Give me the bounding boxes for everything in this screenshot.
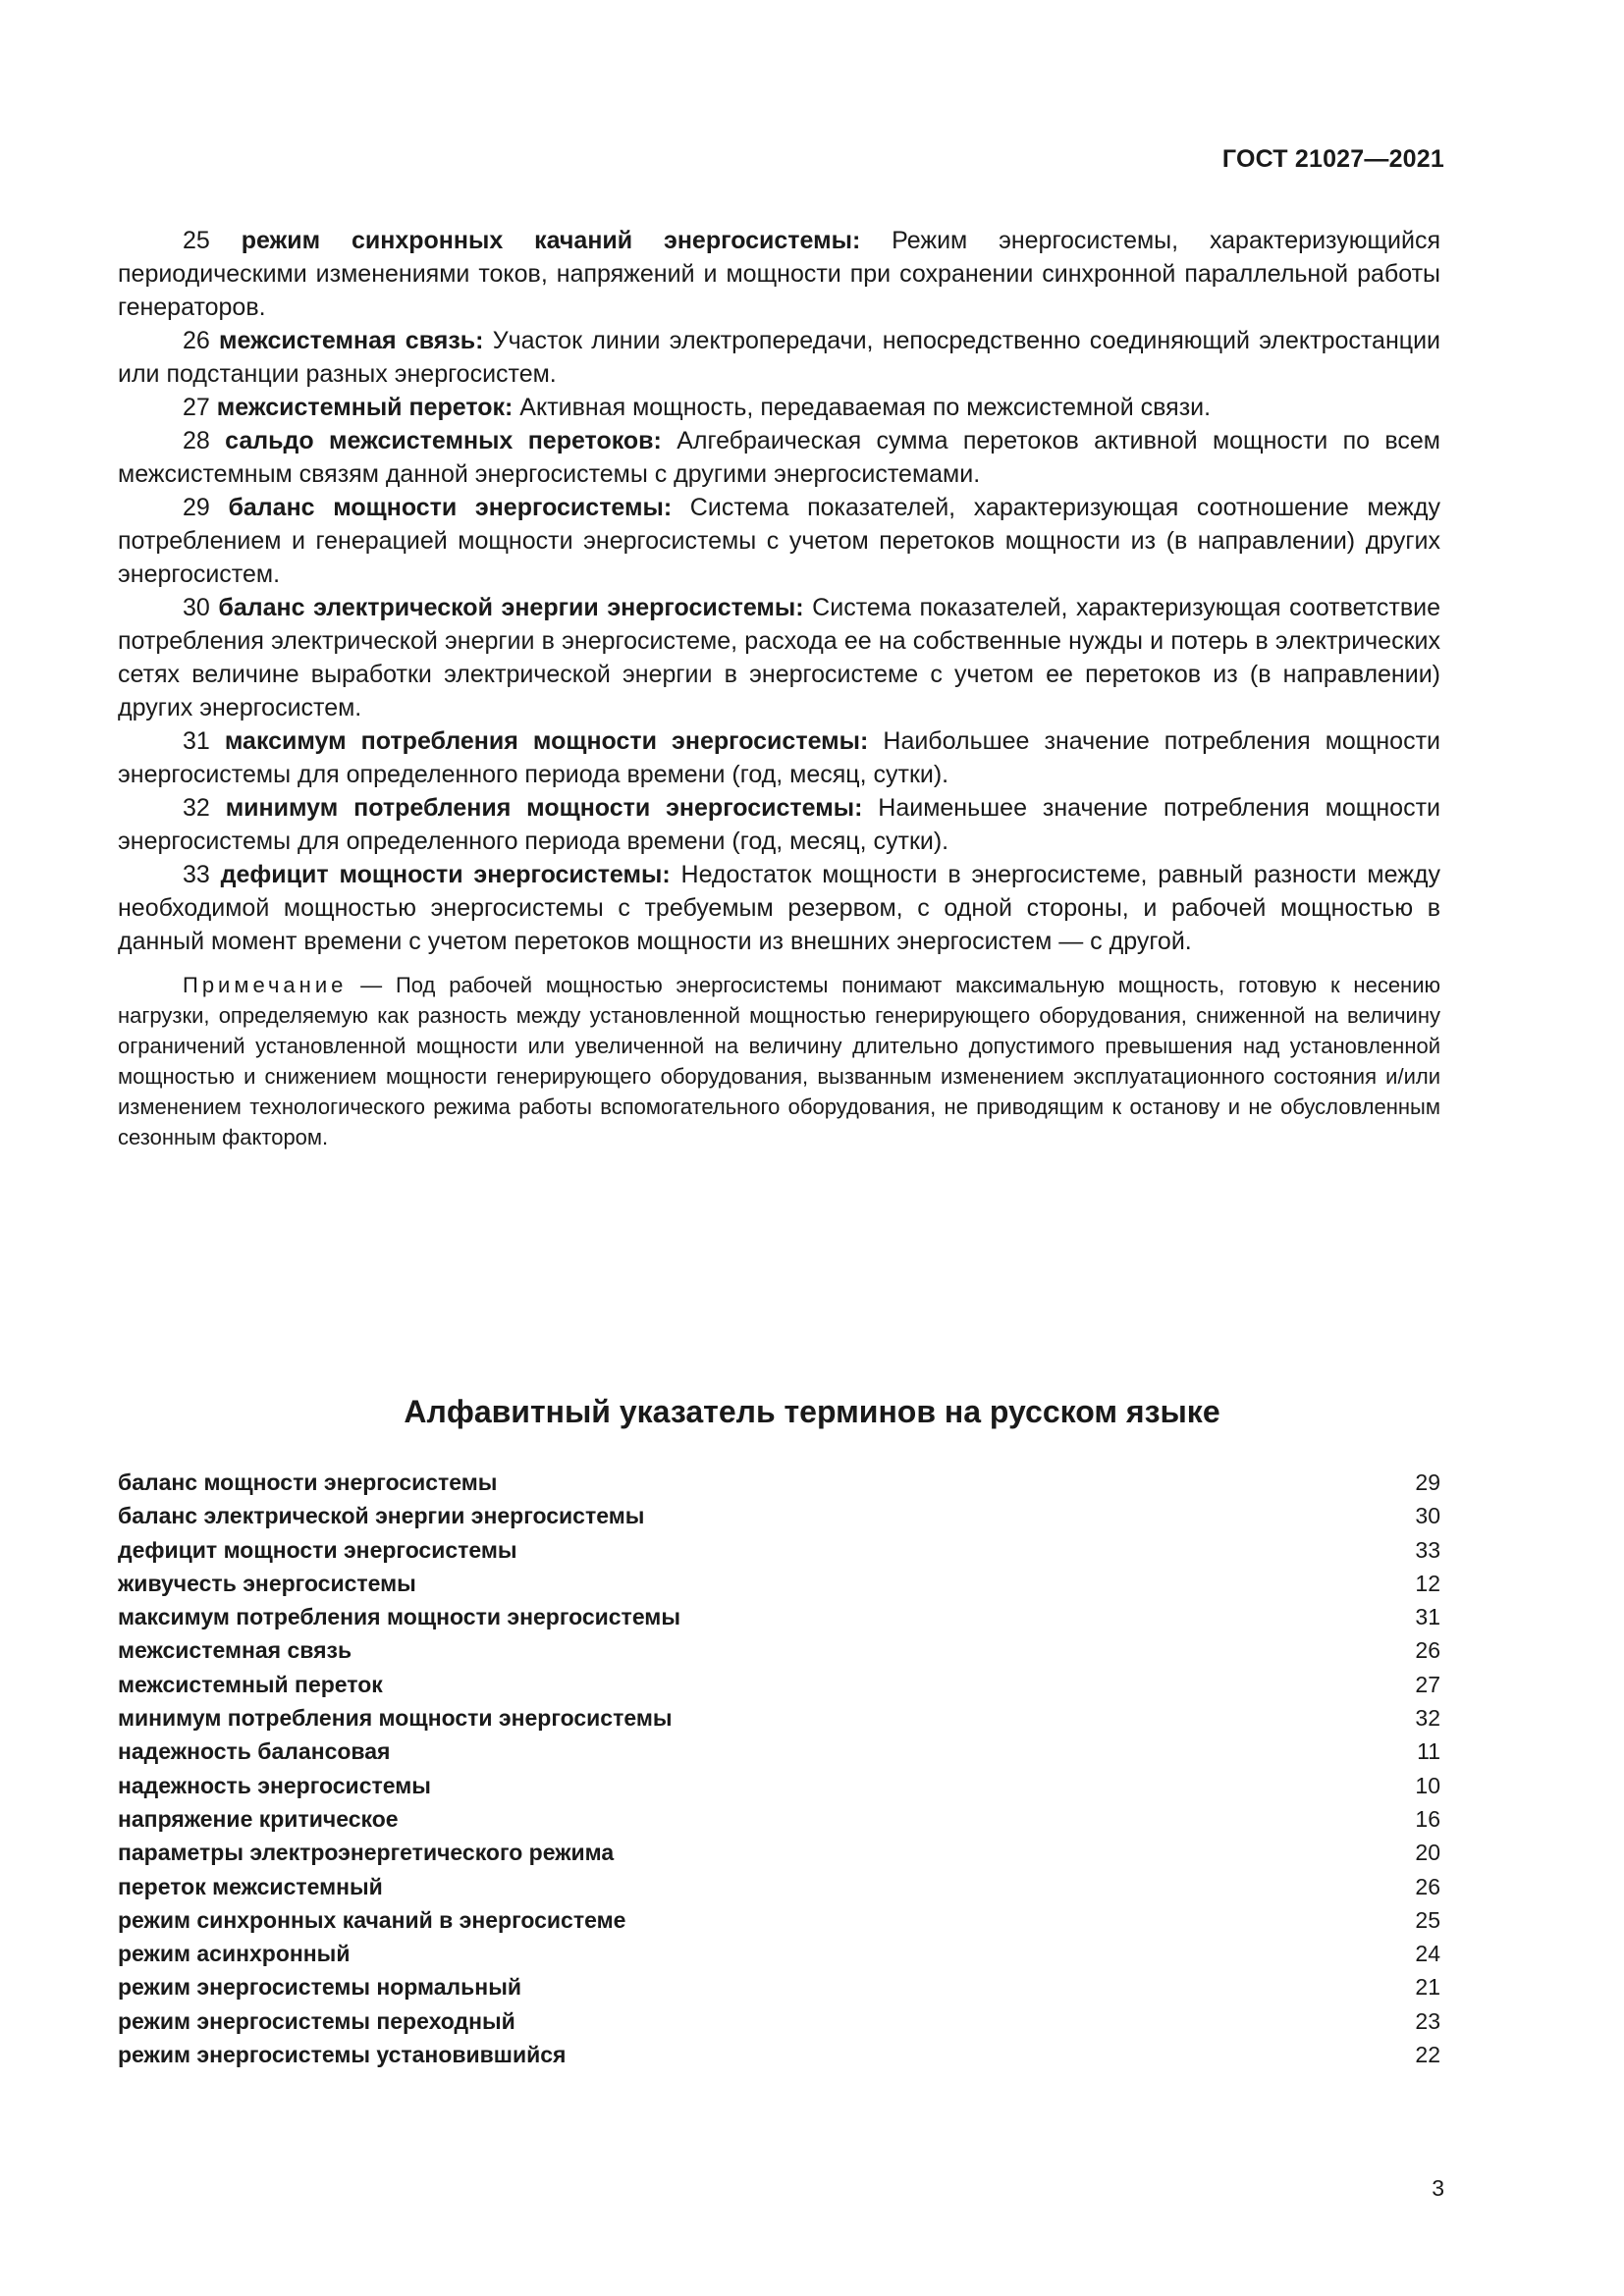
index-term-number: 12 bbox=[1415, 1570, 1440, 1596]
term-name: межсистемный переток: bbox=[216, 394, 514, 421]
index-entry bbox=[118, 2004, 1440, 2038]
index-entry bbox=[118, 1533, 1440, 1567]
term-name: баланс электрической энергии энергосистемы: bbox=[218, 594, 804, 621]
index-entry bbox=[118, 1802, 1440, 1836]
term-definition: Участок линии электропередачи, непосредственно соединяющий электростанции или подстанции разных энергосистем. bbox=[118, 327, 1441, 388]
index-term-number: 25 bbox=[1415, 1906, 1440, 1933]
note-text: — Под рабочей мощностью энергосистемы понимают максимальную мощность, готовую к несению нагрузки, определяемую как разность между установленной мощностью генерирующего оборудования, сниженной на величину ограничений установленной мощности или увеличенной на величину длительно допустимого превышения над установленной мощностью и снижением мощности генерирующего оборудования, вызванным изменением эксплуатационного состояния и/или изменением технологического режима работы вспомогательного оборудования, не приводящим к останову и не обусловленным сезонным фактором. bbox=[118, 973, 1440, 1149]
index-term: баланс электрической энергии энергосистемы bbox=[118, 1503, 645, 1529]
term-entry bbox=[118, 791, 1440, 858]
index-term: межсистемная связь bbox=[118, 1637, 352, 1664]
note-paragraph bbox=[118, 970, 1440, 1152]
index-term-number: 10 bbox=[1415, 1772, 1440, 1798]
index-term-number: 24 bbox=[1415, 1941, 1440, 1967]
index-term-number: 16 bbox=[1415, 1805, 1440, 1832]
index-term-number: 21 bbox=[1415, 1974, 1440, 2001]
term-number: 31 bbox=[183, 727, 210, 755]
index-term: дефицит мощности энергосистемы bbox=[118, 1536, 517, 1563]
index-term: режим синхронных качаний в энергосистеме bbox=[118, 1906, 626, 1933]
index-term: межсистемный переток bbox=[118, 1671, 383, 1697]
terms-section bbox=[118, 224, 1440, 1152]
index-entry bbox=[118, 1903, 1440, 1937]
term-entry bbox=[118, 391, 1440, 424]
index-title: Алфавитный указатель терминов на русском языке bbox=[404, 1394, 1220, 1429]
index-term-number: 27 bbox=[1415, 1671, 1440, 1697]
term-entry bbox=[118, 224, 1440, 324]
index-term: живучесть энергосистемы bbox=[118, 1570, 416, 1596]
index-term-number: 30 bbox=[1415, 1503, 1440, 1529]
index-term: максимум потребления мощности энергосистемы bbox=[118, 1604, 680, 1630]
term-definition: Активная мощность, передаваемая по межсистемной связи. bbox=[513, 394, 1212, 421]
index-entry bbox=[118, 1499, 1440, 1532]
index-term: режим энергосистемы нормальный bbox=[118, 1974, 521, 2001]
term-number: 26 bbox=[183, 327, 210, 354]
term-number: 27 bbox=[183, 394, 210, 421]
term-number: 32 bbox=[183, 794, 210, 822]
term-name: режим синхронных качаний энергосистемы: bbox=[241, 227, 861, 254]
term-entry bbox=[118, 491, 1440, 591]
term-name: максимум потребления мощности энергосистемы: bbox=[224, 727, 869, 755]
index-term-number: 31 bbox=[1415, 1604, 1440, 1630]
index-term-number: 29 bbox=[1415, 1469, 1440, 1495]
term-name: минимум потребления мощности энергосистемы: bbox=[225, 794, 863, 822]
index-term: режим энергосистемы переходный bbox=[118, 2007, 515, 2034]
index-list bbox=[118, 1466, 1440, 2071]
index-term: параметры электроэнергетического режима bbox=[118, 1840, 615, 1866]
index-entry bbox=[118, 1600, 1440, 1633]
index-term-number: 33 bbox=[1415, 1536, 1440, 1563]
term-entry bbox=[118, 424, 1440, 491]
index-entry bbox=[118, 1970, 1440, 2003]
index-entry bbox=[118, 1769, 1440, 1802]
index-term-number: 26 bbox=[1415, 1637, 1440, 1664]
index-term: надежность энергосистемы bbox=[118, 1772, 431, 1798]
index-entry bbox=[118, 1870, 1440, 1903]
index-term: баланс мощности энергосистемы bbox=[118, 1469, 498, 1495]
index-term-number: 23 bbox=[1415, 2007, 1440, 2034]
term-definition: Наибольшее значение потребления мощности энергосистемы для определенного периода времени (год, месяц, сутки). bbox=[118, 727, 1440, 788]
index-entry bbox=[118, 1937, 1440, 1970]
index-entry bbox=[118, 1668, 1440, 1701]
index-term-number: 20 bbox=[1415, 1840, 1440, 1866]
index-term: режим энергосистемы установившийся bbox=[118, 2042, 567, 2068]
term-definition: Режим энергосистемы, характеризующийся периодическими изменениями токов, напряжений и мощности при сохранении синхронной параллельной работы генераторов. bbox=[118, 227, 1440, 321]
term-number: 28 bbox=[183, 427, 210, 454]
term-name: баланс мощности энергосистемы: bbox=[228, 494, 673, 521]
term-name: дефицит мощности энергосистемы: bbox=[220, 861, 671, 888]
document-code: ГОСТ 21027—2021 bbox=[1221, 145, 1444, 173]
term-definition: Недостаток мощности в энергосистеме, равный разности между необходимой мощностью энергосистемы с требуемым резервом, с одной стороны, и рабочей мощностью в данный момент времени с учетом перетоков мощности из внешних энергосистем — с другой. bbox=[118, 861, 1441, 955]
index-entry bbox=[118, 1836, 1440, 1869]
note-label: Примечание bbox=[183, 973, 348, 997]
term-number: 30 bbox=[183, 594, 210, 621]
index-entry bbox=[118, 2038, 1440, 2071]
index-term: минимум потребления мощности энергосистемы bbox=[118, 1705, 673, 1732]
index-term: режим асинхронный bbox=[118, 1941, 351, 1967]
page-number: 3 bbox=[1432, 2175, 1444, 2201]
index-term-number: 11 bbox=[1417, 1738, 1440, 1765]
index-entry bbox=[118, 1701, 1440, 1735]
term-entry bbox=[118, 591, 1440, 724]
term-name: межсистемная связь: bbox=[219, 327, 484, 354]
term-entry bbox=[118, 324, 1440, 391]
term-entry bbox=[118, 724, 1440, 791]
term-definition: Алгебраическая сумма перетоков активной мощности по всем межсистемным связям данной энергосистемы с другими энергосистемами. bbox=[118, 427, 1440, 488]
index-term-number: 26 bbox=[1415, 1873, 1440, 1899]
index-entry bbox=[118, 1466, 1440, 1499]
index-entry bbox=[118, 1735, 1440, 1768]
index-entry bbox=[118, 1567, 1440, 1600]
term-definition: Система показателей, характеризующая соответствие потребления электрической энергии в энергосистеме, расхода ее на собственные нужды и потерь в электрических сетях величине выработки электрической энергии в энергосистеме с учетом ее перетоков из (в направлении) других энергосистем. bbox=[118, 594, 1440, 721]
term-entry bbox=[118, 858, 1440, 958]
index-term-number: 32 bbox=[1415, 1705, 1440, 1732]
term-number: 29 bbox=[183, 494, 210, 521]
term-name: сальдо межсистемных перетоков: bbox=[225, 427, 662, 454]
term-number: 25 bbox=[183, 227, 210, 254]
index-entry bbox=[118, 1633, 1440, 1667]
term-number: 33 bbox=[183, 861, 210, 888]
index-term: напряжение критическое bbox=[118, 1805, 399, 1832]
index-term: надежность балансовая bbox=[118, 1738, 391, 1765]
term-definition: Наименьшее значение потребления мощности энергосистемы для определенного периода времени (год, месяц, сутки). bbox=[118, 794, 1440, 855]
term-definition: Система показателей, характеризующая соотношение между потреблением и генерацией мощности энергосистемы с учетом перетоков мощности из (в направлении) других энергосистем. bbox=[118, 494, 1440, 588]
index-term: переток межсистемный bbox=[118, 1873, 383, 1899]
index-term-number: 22 bbox=[1415, 2042, 1440, 2068]
